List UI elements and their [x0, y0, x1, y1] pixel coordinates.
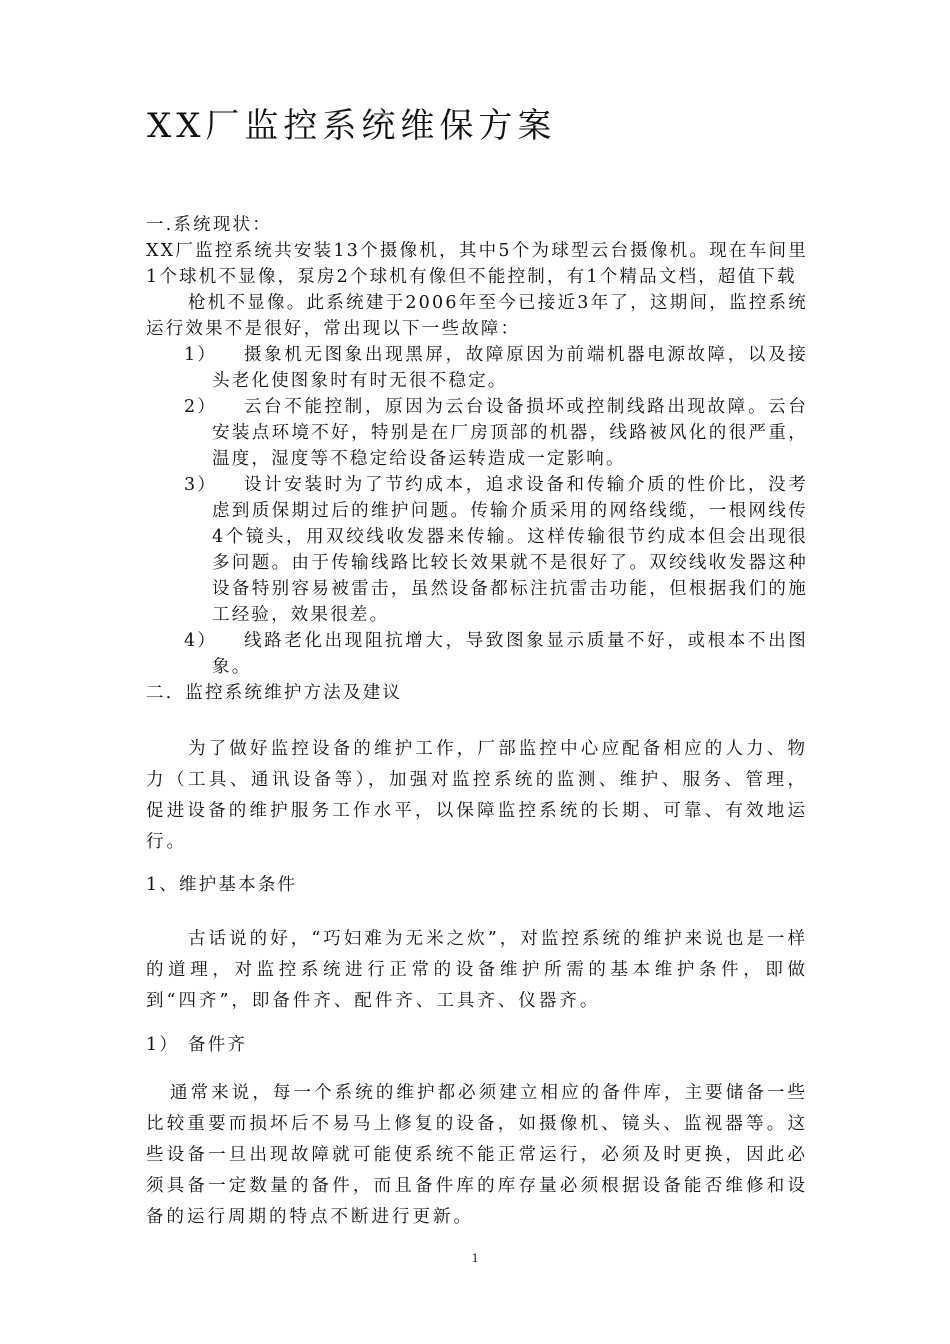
fault-number: 3） [184, 475, 218, 495]
fault-text: 云台不能控制，原因为云台设备损坏或控制线路出现故障。云台安装点环境不好，特别是在厂房顶部的机器，线路被风化的很严重，温度，湿度等不稳定给设备运转造成一定影响。 [212, 397, 808, 469]
item-number: 1） [146, 1035, 180, 1055]
subsection-heading: 1、维护基本条件 [146, 875, 298, 895]
section-2-para-2 [146, 924, 808, 1017]
section-2-para-1 [146, 734, 808, 858]
fault-text: 线路老化出现阻抗增大，导致图象显示质量不好，或根本不出图象。 [212, 631, 808, 677]
section-2-heading: 二．监控系统维护方法及建议 [146, 683, 403, 703]
fault-text: 摄象机无图象出现黑屏，故障原因为前端机器电源故障，以及接头老化使图象时有时无很不稳定。 [212, 345, 808, 391]
document-title: XX厂监控系统维保方案 [147, 106, 557, 146]
fault-item-4 [146, 628, 808, 680]
fault-item-1 [146, 342, 808, 394]
maintenance-intro: 为了做好监控设备的维护工作，厂部监控中心应配备相应的人力、物力（工具、通讯设备等），加强对监控系统的监测、维护、服务、管理，促进设备的维护服务工作水平，以保障监控系统的长期、可靠、有效地运行。 [146, 739, 808, 852]
fault-text: 设计安装时为了节约成本，追求设备和传输介质的性价比，没考虑到质保期过后的维护问题。传输介质采用的网络线缆，一根网线传4个镜头，用双绞线收发器来传输。这样传输很节约成本但会出现很多问题。由于传输线路比较长效果就不是很好了。双绞线收发器这种设备特别容易被雷击，虽然设备都标注抗雷击功能，但根据我们的施工经验，效果很差。 [212, 475, 808, 625]
fault-number: 4） [184, 631, 218, 651]
item-1-heading-row [146, 1032, 808, 1058]
fault-number: 1） [184, 345, 218, 365]
section-1-intro: XX厂监控系统共安装13个摄像机，其中5个为球型云台摄像机。现在车间里1个球机不显像，泵房2个球机有像但不能控制，有1个精品文档，超值下载 [146, 241, 808, 287]
item-heading: 备件齐 [188, 1035, 248, 1055]
fault-number: 2） [184, 397, 218, 417]
section-1-intro-continued: 枪机不显像。此系统建于2006年至今已接近3年了，这期间，监控系统运行效果不是很好，常出现以下一些故障： [146, 293, 808, 339]
four-complete-paragraph: 古话说的好，“巧妇难为无米之炊”，对监控系统的维护来说也是一样的道理，对监控系统进行正常的设备维护所需的基本维护条件，即做到“四齐”，即备件齐、配件齐、工具齐、仪器齐。 [146, 929, 808, 1011]
spare-parts-paragraph: 通常来说，每一个系统的维护都必须建立相应的备件库，主要储备一些比较重要而损坏后不易马上修复的设备，如摄像机、镜头、监视器等。这些设备一旦出现故障就可能使系统不能正常运行，必须及时更换，因此必须具备一定数量的备件，而且备件库的库存量必须根据设备能否维修和设备的运行周期的特点不断进行更新。 [146, 1083, 808, 1227]
section-1 [146, 212, 808, 706]
section-2-para-3 [146, 1078, 808, 1233]
fault-item-3 [146, 472, 808, 628]
page-number: 1 [471, 1250, 479, 1265]
section-1-heading: 一.系统现状： [146, 215, 272, 235]
fault-item-2 [146, 394, 808, 472]
section-2-sub-1 [146, 872, 808, 898]
